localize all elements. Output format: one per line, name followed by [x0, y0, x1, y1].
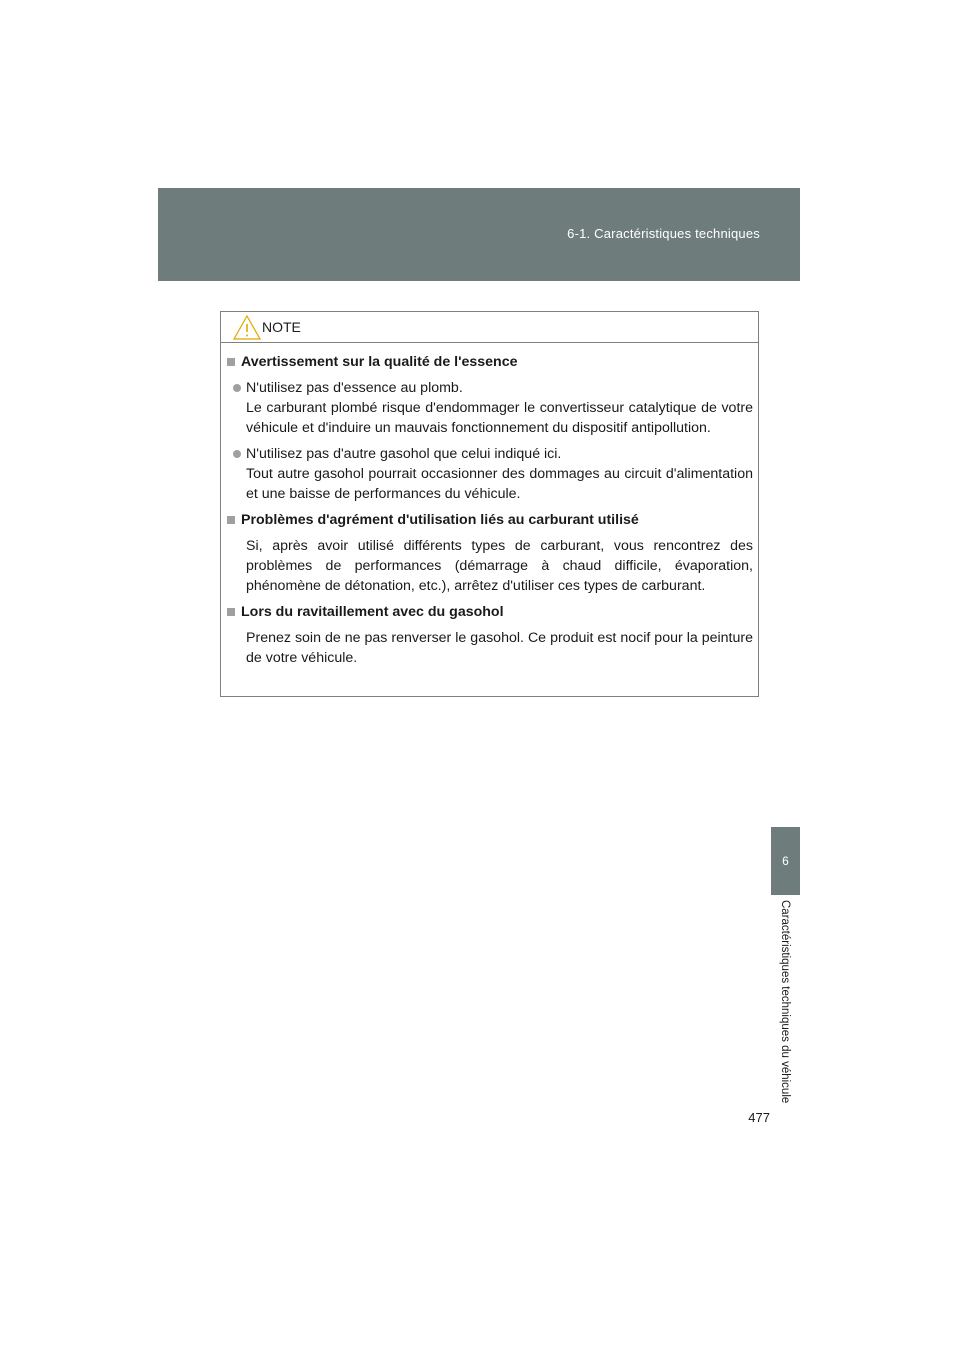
note-section — [227, 352, 753, 504]
chapter-number: 6 — [782, 854, 789, 868]
section-heading — [227, 510, 753, 530]
warning-triangle-icon — [233, 315, 261, 340]
note-body — [221, 343, 758, 668]
note-header — [221, 312, 758, 343]
circle-bullet-icon — [233, 384, 241, 392]
section-title: 6-1. Caractéristiques techniques — [567, 226, 760, 241]
section-paragraph: Si, après avoir utilisé différents types de carburant, vous rencontrez des problèmes de performances (démarrage à chaud difficile, évaporation, phénomène de détonation, etc.), arrêtez d'utiliser ces types de carburant. — [246, 538, 753, 594]
section-heading-text: Avertissement sur la qualité de l'essence — [241, 354, 518, 370]
square-bullet-icon — [227, 358, 235, 366]
chapter-label: Caractéristiques techniques du véhicule — [779, 900, 791, 1104]
section-heading — [227, 352, 753, 372]
bullet-text: Tout autre gasohol pourrait occasionner des dommages au circuit d'alimentation et une baisse de performances du véhicule. — [246, 466, 753, 502]
section-heading — [227, 602, 753, 622]
list-item — [233, 378, 753, 438]
bullet-lead: N'utilisez pas d'autre gasohol que celui indiqué ici. — [246, 446, 562, 462]
note-section — [227, 510, 753, 596]
page-number: 477 — [748, 1110, 770, 1125]
section-heading-text: Problèmes d'agrément d'utilisation liés au carburant utilisé — [241, 512, 639, 528]
section-heading-text: Lors du ravitaillement avec du gasohol — [241, 604, 504, 620]
square-bullet-icon — [227, 516, 235, 524]
note-title: NOTE — [262, 319, 301, 335]
note-box — [220, 311, 759, 697]
square-bullet-icon — [227, 608, 235, 616]
note-section — [227, 602, 753, 668]
bullet-lead: N'utilisez pas d'essence au plomb. — [246, 380, 463, 396]
circle-bullet-icon — [233, 450, 241, 458]
bullet-text: Le carburant plombé risque d'endommager le convertisseur catalytique de votre véhicule et d'induire un mauvais fonctionnement du dispositif antipollution. — [246, 400, 753, 436]
header-band — [158, 188, 800, 281]
chapter-label-wrap — [771, 900, 800, 1110]
list-item — [233, 444, 753, 504]
chapter-tab — [771, 827, 800, 895]
section-paragraph: Prenez soin de ne pas renverser le gasohol. Ce produit est nocif pour la peinture de votre véhicule. — [246, 630, 753, 666]
